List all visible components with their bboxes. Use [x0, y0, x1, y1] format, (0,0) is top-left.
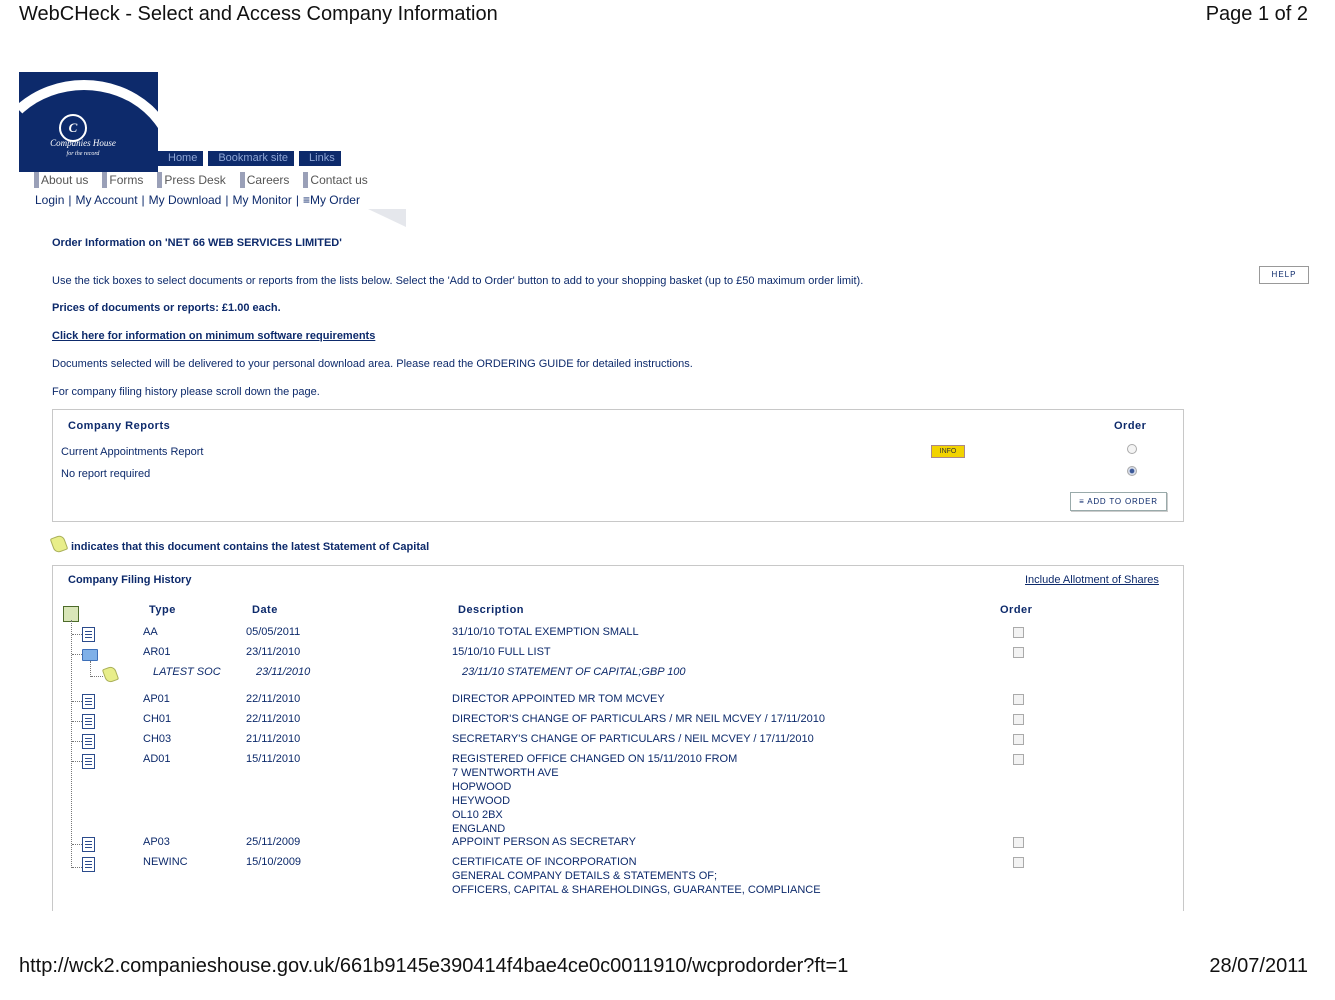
- tree-line: [72, 844, 82, 845]
- separator: |: [141, 193, 145, 207]
- separator: |: [295, 193, 299, 207]
- companies-house-logo[interactable]: [19, 72, 158, 172]
- filing-date: 15/10/2009: [246, 856, 302, 868]
- filing-type: AP01: [143, 693, 170, 705]
- reports-title: Company Reports: [68, 420, 171, 432]
- filing-type: AD01: [143, 753, 171, 765]
- col-date: Date: [252, 604, 278, 616]
- print-page-number: Page 1 of 2: [1205, 3, 1308, 25]
- nav-login[interactable]: Login: [35, 193, 65, 207]
- report-radio-current-appointments[interactable]: [1127, 444, 1137, 454]
- logo-subtitle: for the record: [66, 151, 100, 157]
- tree-line: [72, 867, 82, 868]
- filing-type: AR01: [143, 646, 171, 658]
- document-icon: [82, 694, 95, 709]
- nav-bookmark-site[interactable]: Bookmark site: [208, 151, 296, 166]
- filing-type: LATEST SOC: [153, 666, 221, 678]
- order-checkbox[interactable]: [1013, 714, 1024, 725]
- document-icon: [82, 734, 95, 749]
- col-order: Order: [1000, 604, 1033, 616]
- top-nav: [158, 151, 346, 166]
- filing-description[interactable]: 15/10/10 FULL LIST: [452, 646, 551, 658]
- nav-my-order[interactable]: My Order: [309, 193, 360, 207]
- scroll-note: For company filing history please scroll down the page.: [52, 386, 320, 398]
- filing-type: NEWINC: [143, 856, 188, 868]
- document-icon: [82, 857, 95, 872]
- filing-description[interactable]: REGISTERED OFFICE CHANGED ON 15/11/2010 FROM 7 WENTWORTH AVE HOPWOOD HEYWOOD OL10 2BX ENGLAND: [452, 753, 738, 835]
- col-description: Description: [458, 604, 525, 616]
- filing-date: 15/11/2010: [246, 753, 301, 765]
- instructions-text: Use the tick boxes to select documents or reports from the lists below. Select the 'Add to Order' button to add to your shopping basket (up to £50 maximum order limit).: [52, 275, 864, 287]
- nav-my-account[interactable]: My Account: [75, 193, 138, 207]
- tree-line: [91, 676, 103, 677]
- tree-line: [90, 661, 91, 677]
- add-to-order-button[interactable]: [1070, 492, 1167, 511]
- separator: |: [68, 193, 72, 207]
- basket-icon: ≡: [1079, 497, 1088, 506]
- logo-title: Companies House: [50, 138, 116, 148]
- print-date: 28/07/2011: [1209, 955, 1308, 977]
- tree-line: [71, 620, 72, 868]
- nav-my-monitor[interactable]: My Monitor: [232, 193, 292, 207]
- filing-type: CH01: [143, 713, 172, 725]
- secondary-nav: [34, 172, 382, 188]
- separator: |: [225, 193, 229, 207]
- filing-description[interactable]: 31/10/10 TOTAL EXEMPTION SMALL: [452, 626, 639, 638]
- report-current-appointments: Current Appointments Report: [61, 446, 204, 458]
- order-checkbox[interactable]: [1013, 647, 1024, 658]
- nav-forms[interactable]: Forms: [102, 172, 143, 188]
- help-button[interactable]: HELP: [1259, 266, 1309, 284]
- document-icon: [82, 837, 95, 852]
- soc-legend: [52, 536, 429, 553]
- filing-date: 05/05/2011: [246, 626, 301, 638]
- filing-date: 22/11/2010: [246, 713, 301, 725]
- filing-date: 23/11/2010: [246, 646, 301, 658]
- tree-line: [72, 761, 82, 762]
- filing-date: 25/11/2009: [246, 836, 301, 848]
- report-radio-none[interactable]: [1127, 466, 1137, 476]
- filing-type: AP03: [143, 836, 170, 848]
- tree-line: [72, 721, 82, 722]
- statement-of-capital-icon: [50, 534, 69, 554]
- document-icon: [82, 754, 95, 769]
- nav-home[interactable]: Home: [158, 151, 205, 166]
- software-requirements-link[interactable]: Click here for information on minimum software requirements: [52, 330, 376, 342]
- filing-date: 22/11/2010: [246, 693, 301, 705]
- nav-my-download[interactable]: My Download: [148, 193, 222, 207]
- tree-line: [72, 654, 82, 655]
- company-reports-panel: [52, 409, 1184, 522]
- filing-description[interactable]: DIRECTOR'S CHANGE OF PARTICULARS / MR NEIL MCVEY / 17/11/2010: [452, 713, 825, 725]
- user-nav: [35, 193, 360, 207]
- include-allotment-link[interactable]: Include Allotment of Shares: [1025, 574, 1159, 586]
- order-checkbox[interactable]: [1013, 694, 1024, 705]
- report-none: No report required: [61, 468, 151, 480]
- add-to-order-label: ADD TO ORDER: [1087, 497, 1158, 506]
- document-icon: [82, 714, 95, 729]
- prices-text: Prices of documents or reports: £1.00 each.: [52, 302, 281, 314]
- order-checkbox[interactable]: [1013, 837, 1024, 848]
- filing-type: AA: [143, 626, 158, 638]
- filing-date: 23/11/2010: [256, 666, 311, 678]
- filing-description[interactable]: APPOINT PERSON AS SECRETARY: [452, 836, 636, 848]
- nav-careers[interactable]: Careers: [240, 172, 290, 188]
- logo-text: [33, 138, 133, 160]
- basket-icon: ≡: [302, 193, 310, 207]
- nav-about-us[interactable]: About us: [34, 172, 88, 188]
- soc-legend-text: indicates that this document contains the latest Statement of Capital: [71, 541, 430, 553]
- info-button[interactable]: INFO: [931, 445, 965, 458]
- filing-description[interactable]: CERTIFICATE OF INCORPORATION GENERAL COMPANY DETAILS & STATEMENTS OF; OFFICERS, CAPITAL & SHAREHOLDINGS, GUARANTEE, COMPLIANCE: [452, 856, 821, 896]
- folder-icon: [82, 649, 98, 661]
- tree-line: [72, 634, 82, 635]
- corner-tab: [368, 209, 406, 227]
- order-checkbox[interactable]: [1013, 627, 1024, 638]
- col-type: Type: [149, 604, 176, 616]
- crown-emblem-icon: C: [59, 114, 87, 142]
- filing-description[interactable]: 23/11/10 STATEMENT OF CAPITAL;GBP 100: [462, 666, 686, 678]
- filing-description[interactable]: DIRECTOR APPOINTED MR TOM MCVEY: [452, 693, 665, 705]
- nav-links[interactable]: Links: [299, 151, 343, 166]
- order-checkbox[interactable]: [1013, 754, 1024, 765]
- nav-press-desk[interactable]: Press Desk: [157, 172, 225, 188]
- order-checkbox[interactable]: [1013, 734, 1024, 745]
- tree-line: [72, 741, 82, 742]
- filing-history-title: Company Filing History: [68, 574, 192, 586]
- filing-type: CH03: [143, 733, 172, 745]
- order-checkbox[interactable]: [1013, 857, 1024, 868]
- print-title: WebCHeck - Select and Access Company Information: [19, 3, 498, 25]
- filing-date: 21/11/2010: [246, 733, 301, 745]
- nav-contact-us[interactable]: Contact us: [303, 172, 367, 188]
- document-icon: [82, 627, 95, 642]
- page-title: Order Information on 'NET 66 WEB SERVICES LIMITED': [52, 237, 342, 249]
- reports-order-header: Order: [1114, 420, 1147, 432]
- filing-description[interactable]: SECRETARY'S CHANGE OF PARTICULARS / NEIL MCVEY / 17/11/2010: [452, 733, 814, 745]
- tree-line: [72, 701, 82, 702]
- delivery-text: Documents selected will be delivered to your personal download area. Please read the ORDERING GUIDE for detailed instructions.: [52, 358, 693, 370]
- print-url: http://wck2.companieshouse.gov.uk/661b9145e390414f4bae4ce0c0011910/wcprodorder?ft=1: [19, 955, 849, 977]
